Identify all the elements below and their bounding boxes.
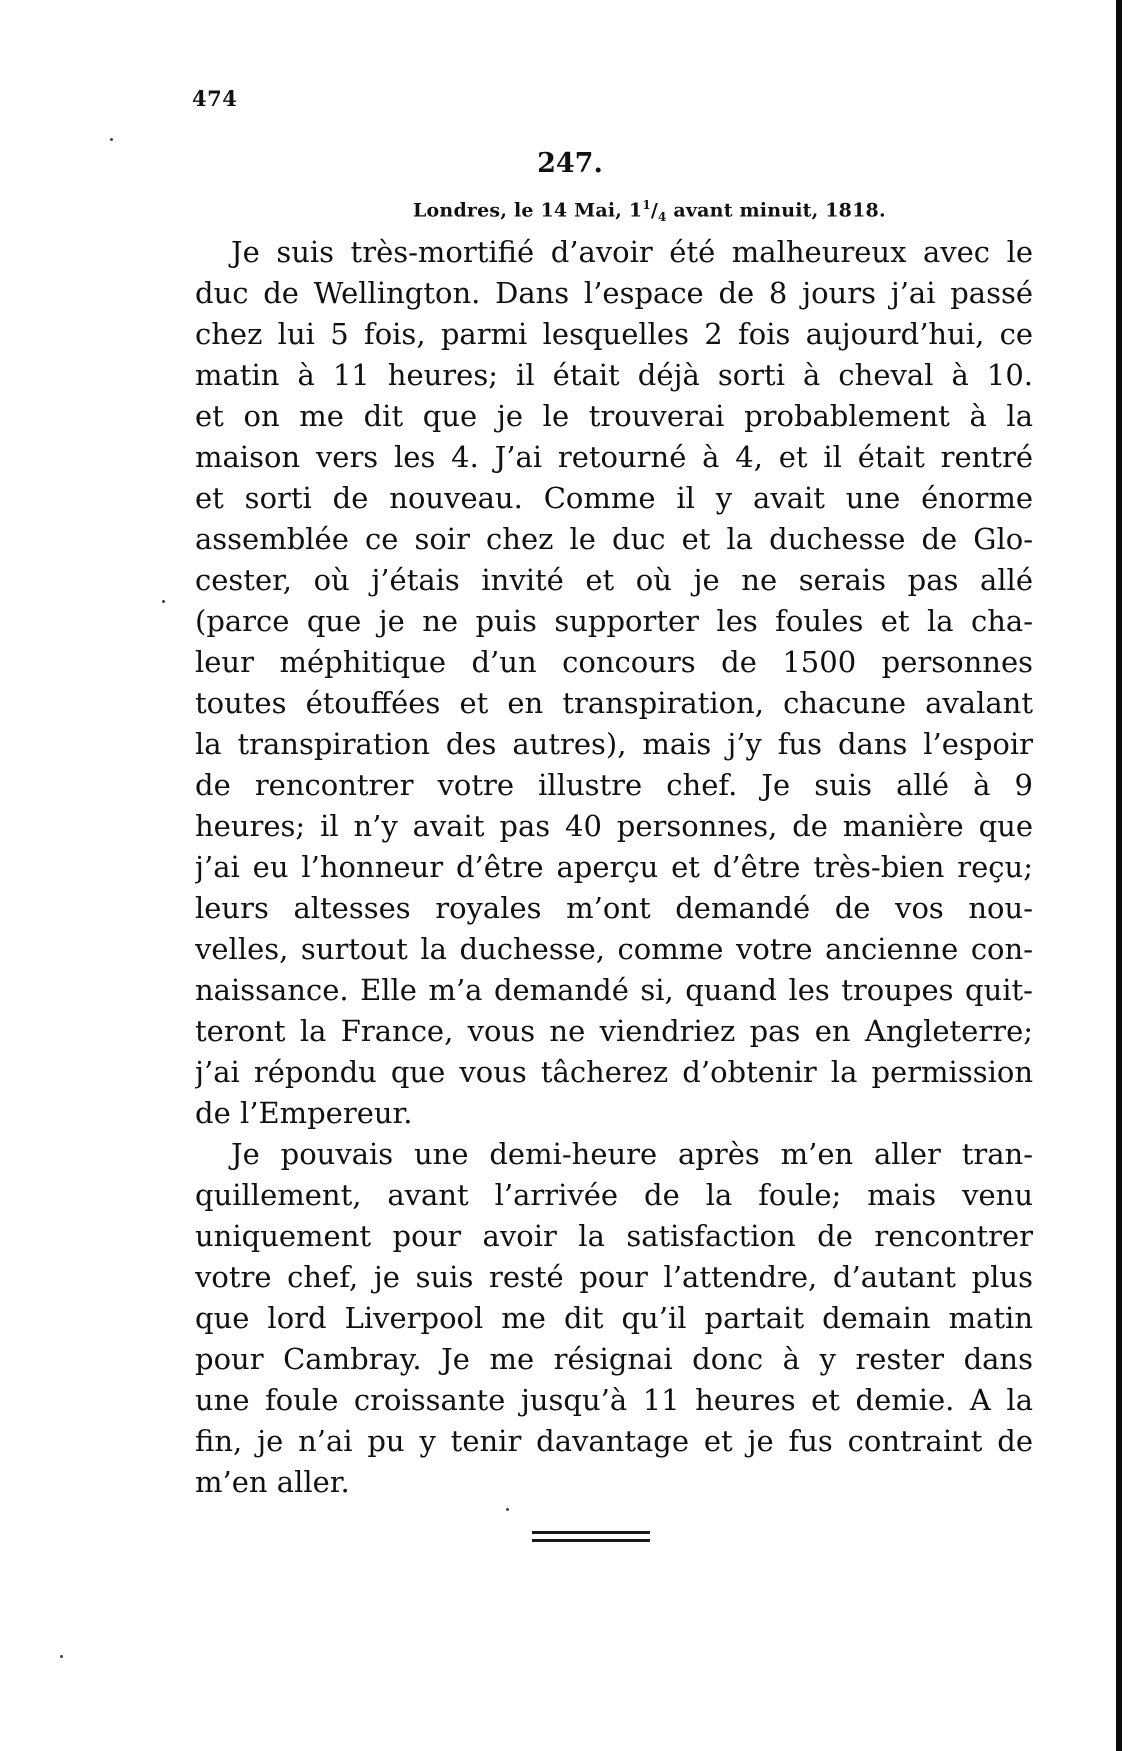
dateline-fraction-den: 4 (658, 210, 667, 225)
end-rule-top (532, 1531, 650, 1534)
text-line: Je pouvais une demi-heure après m’en aller tran- (231, 1137, 1033, 1171)
text-line: la transpiration des autres), mais j’y fus dans l’espoir (195, 727, 1033, 761)
dateline (413, 198, 886, 224)
scan-speck (60, 1655, 63, 1658)
text-line: assemblée ce soir chez le duc et la duchesse de Glo- (195, 522, 1033, 556)
text-line: et on me dit que je le trouverai probablement à la (195, 399, 1033, 433)
text-line: Je suis très-mortifié d’avoir été malheureux avec le (231, 235, 1033, 269)
text-line: leur méphitique d’un concours de 1500 personnes (195, 645, 1033, 679)
text-line: leurs altesses royales m’ont demandé de vos nou- (195, 891, 1033, 925)
text-line: duc de Wellington. Dans l’espace de 8 jours j’ai passé (195, 276, 1033, 310)
scan-speck (110, 138, 113, 141)
paragraph-2 (195, 1134, 1033, 1503)
letter-body (195, 232, 1033, 1503)
text-line: fin, je n’ai pu y tenir davantage et je fus contraint de (195, 1424, 1033, 1458)
text-line: heures; il n’y avait pas 40 personnes, de manière que (195, 809, 1033, 843)
text-line: cester, où j’étais invité et où je ne serais pas allé (195, 563, 1033, 597)
dateline-fraction-slash: / (650, 199, 659, 222)
text-line: pour Cambray. Je me résignai donc à y rester dans (195, 1342, 1033, 1376)
text-line: teront la France, vous ne viendriez pas en Angleterre; (195, 1014, 1033, 1048)
scan-page-edge (1116, 0, 1122, 1751)
text-line: j’ai répondu que vous tâcherez d’obtenir la permission (195, 1055, 1033, 1089)
text-line: quillement, avant l’arrivée de la foule; mais venu (195, 1178, 1033, 1212)
text-line: une foule croissante jusqu’à 11 heures et demie. A la (195, 1383, 1033, 1417)
text-line: de l’Empereur. (195, 1096, 413, 1130)
text-line: m’en aller. (195, 1465, 350, 1499)
text-line: que lord Liverpool me dit qu’il partait demain matin (195, 1301, 1033, 1335)
page-number: 474 (192, 86, 238, 111)
end-rule-bottom (532, 1539, 650, 1542)
text-line: de rencontrer votre illustre chef. Je suis allé à 9 (195, 768, 1033, 802)
text-line: naissance. Elle m’a demandé si, quand les troupes quit- (195, 973, 1033, 1007)
text-line: (parce que je ne puis supporter les foules et la cha- (195, 604, 1033, 638)
text-line: matin à 11 heures; il était déjà sorti à cheval à 10. (195, 358, 1033, 392)
dateline-after: avant minuit, 1818. (666, 199, 886, 222)
dateline-fraction-num: 1 (642, 198, 651, 212)
text-line: maison vers les 4. J’ai retourné à 4, et il était rentré (195, 440, 1033, 474)
text-line: chez lui 5 fois, parmi lesquelles 2 fois aujourd’hui, ce (195, 317, 1033, 351)
text-line: toutes étouffées et en transpiration, chacune avalant (195, 686, 1033, 720)
text-line: et sorti de nouveau. Comme il y avait une énorme (195, 481, 1033, 515)
scan-speck (162, 600, 165, 603)
text-line: uniquement pour avoir la satisfaction de rencontrer (195, 1219, 1033, 1253)
letter-number: 247. (537, 148, 603, 179)
text-line: j’ai eu l’honneur d’être aperçu et d’être très-bien reçu; (195, 850, 1033, 884)
dateline-before: Londres, le 14 Mai, 1 (413, 199, 643, 222)
text-line: velles, surtout la duchesse, comme votre ancienne con- (195, 932, 1033, 966)
text-line: votre chef, je suis resté pour l’attendre, d’autant plus (195, 1260, 1033, 1294)
paragraph-1 (195, 232, 1033, 1134)
scan-speck (506, 1508, 509, 1511)
